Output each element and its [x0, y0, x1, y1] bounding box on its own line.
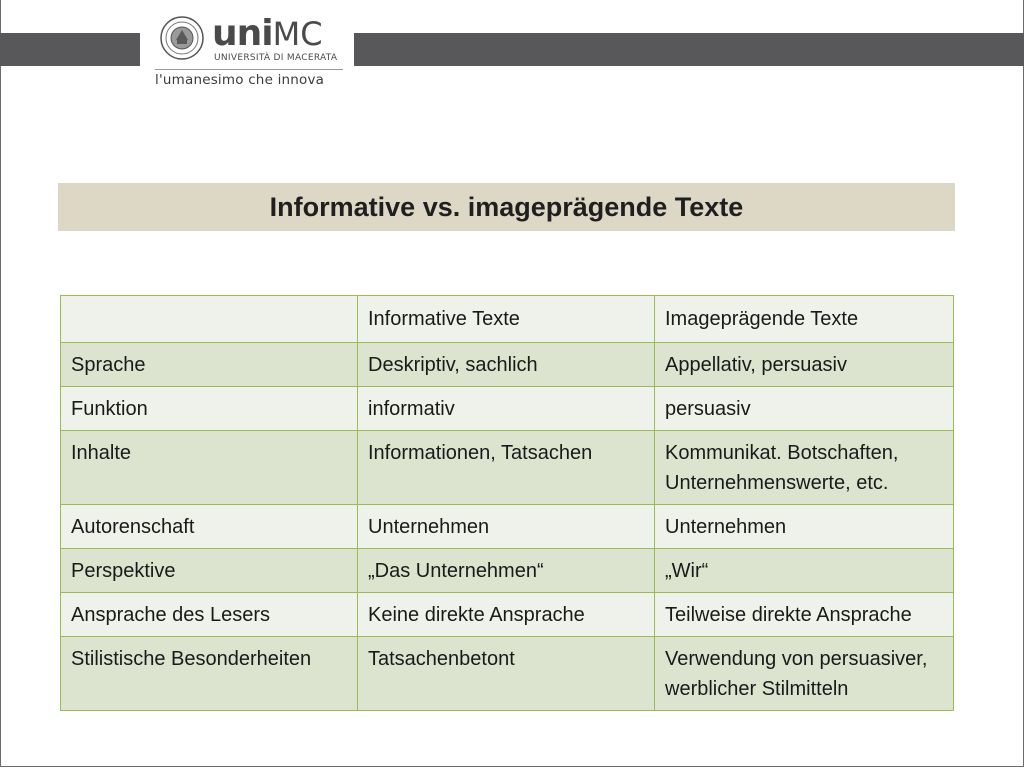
cell-imagepraegend: Teilweise direkte Ansprache [655, 593, 954, 637]
row-label: Perspektive [61, 549, 358, 593]
logo-tagline: l'umanesimo che innova [155, 72, 325, 88]
university-logo [150, 8, 348, 88]
header-bar-right [354, 33, 1024, 66]
logo-wordmark [212, 13, 323, 54]
slide-title: Informative vs. imageprägende Texte [269, 192, 744, 222]
row-label: Inhalte [61, 431, 358, 505]
logo-subtitle: UNIVERSITÀ DI MACERATA [214, 53, 338, 63]
logo-wordmark-thin: MC [272, 15, 323, 53]
cell-imagepraegend: persuasiv [655, 387, 954, 431]
header-cell-imagepraegend: Imageprägende Texte [655, 296, 954, 343]
table-row [61, 387, 954, 431]
header-cell-informative: Informative Texte [358, 296, 655, 343]
table-row [61, 549, 954, 593]
cell-imagepraegend: Unternehmen [655, 505, 954, 549]
row-label: Funktion [61, 387, 358, 431]
cell-informative: Deskriptiv, sachlich [358, 343, 655, 387]
table-row [61, 505, 954, 549]
row-label: Stilistische Besonderheiten [61, 637, 358, 711]
cell-informative: „Das Unternehmen“ [358, 549, 655, 593]
row-label: Sprache [61, 343, 358, 387]
logo-wordmark-bold: uni [212, 13, 273, 54]
cell-informative: Unternehmen [358, 505, 655, 549]
header-bar-left [0, 33, 140, 66]
university-seal-icon [160, 16, 204, 60]
row-label: Ansprache des Lesers [61, 593, 358, 637]
table-row [61, 593, 954, 637]
header-cell-empty [61, 296, 358, 343]
slide-title-bar [58, 183, 955, 231]
cell-imagepraegend: „Wir“ [655, 549, 954, 593]
table-row [61, 431, 954, 505]
table-row [61, 637, 954, 711]
cell-imagepraegend: Verwendung von persuasiver, werblicher Stilmitteln [655, 637, 954, 711]
cell-imagepraegend: Kommunikat. Botschaften, Unternehmenswerte, etc. [655, 431, 954, 505]
comparison-table [60, 295, 954, 711]
cell-imagepraegend: Appellativ, persuasiv [655, 343, 954, 387]
table-header-row [61, 296, 954, 343]
logo-divider [155, 69, 343, 70]
cell-informative: Tatsachenbetont [358, 637, 655, 711]
row-label: Autorenschaft [61, 505, 358, 549]
cell-informative: Informationen, Tatsachen [358, 431, 655, 505]
table-row [61, 343, 954, 387]
cell-informative: informativ [358, 387, 655, 431]
cell-informative: Keine direkte Ansprache [358, 593, 655, 637]
